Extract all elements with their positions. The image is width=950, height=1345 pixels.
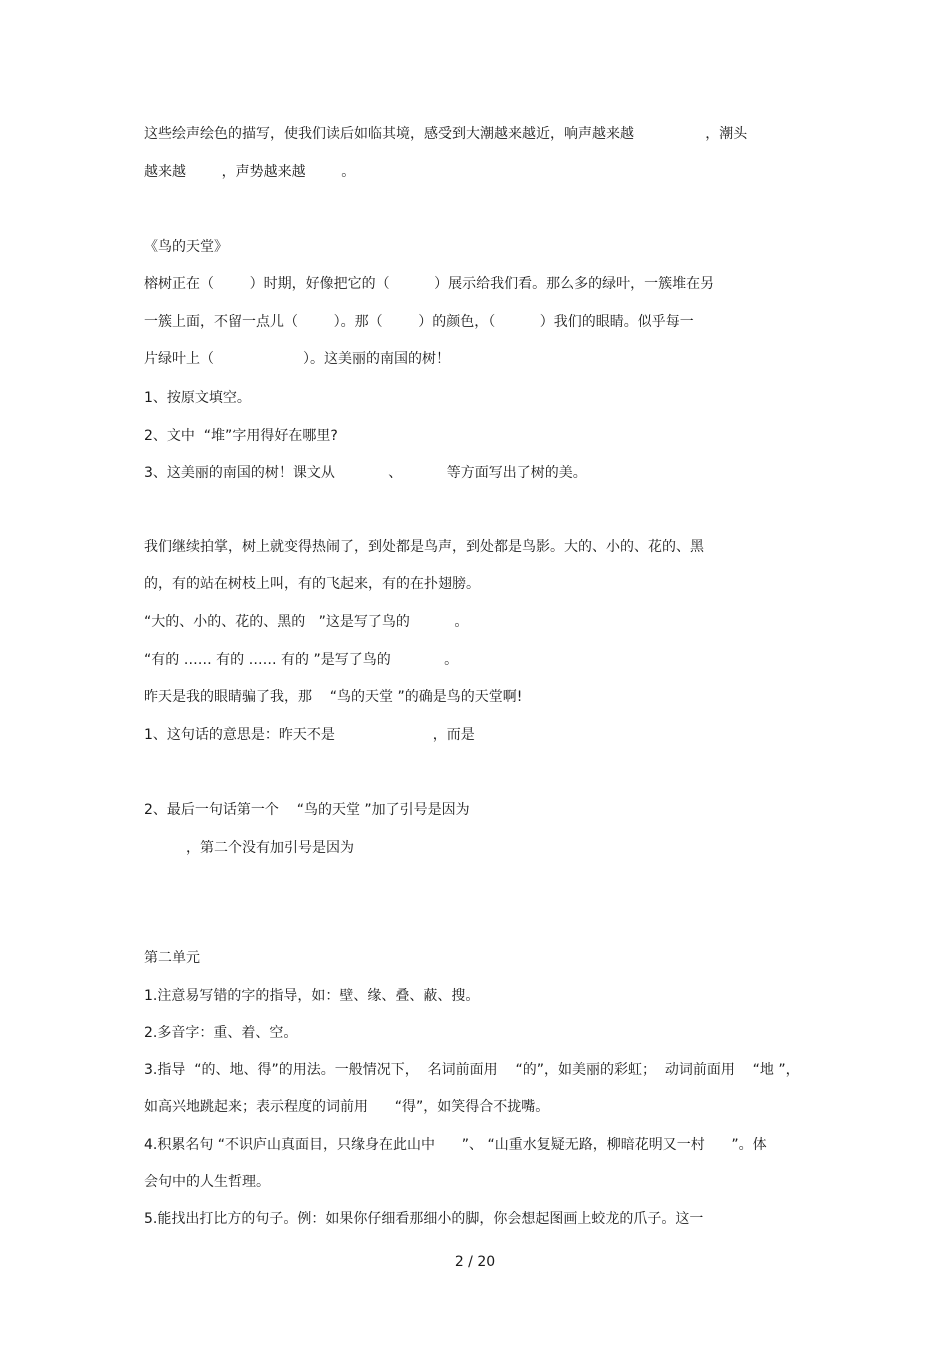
- paragraph-line: 这些绘声绘色的描写，使我们读后如临其境，感受到大潮越来越近，响声越来越 ，潮头: [144, 126, 748, 142]
- list-item: 3.指导 “的、地、得”的用法。一般情况下， 名词前面用 “的”，如美丽的彩虹； 动词前面用 “地 ”，: [144, 1062, 800, 1078]
- section-title: 《鸟的天堂》: [144, 239, 228, 255]
- question-line: “大的、小的、花的、黑的 ”这是写了鸟的 。: [144, 614, 469, 630]
- list-item: 如高兴地跳起来；表示程度的词前用 “得”，如笑得合不拢嘴。: [144, 1099, 550, 1115]
- page-number: 2 / 20: [454, 1254, 496, 1270]
- paragraph-line: 片绿叶上（ ）。这美丽的南国的树！: [144, 351, 451, 367]
- question-line: 1、按原文填空。: [144, 390, 251, 406]
- question-line: 2、文中 “堆”字用得好在哪里?: [144, 428, 338, 444]
- paragraph-line: 的，有的站在树枝上叫，有的飞起来，有的在扑翅膀。: [144, 576, 480, 592]
- question-line: “有的 …… 有的 …… 有的 ”是写了鸟的 。: [144, 652, 459, 668]
- paragraph-line: 一簇上面，不留一点儿（ ）。那（ ）的颜色，（ ）我们的眼睛。似乎每一: [144, 314, 694, 330]
- question-line: ，第二个没有加引号是因为: [186, 840, 354, 856]
- paragraph-line: 榕树正在（ ）时期，好像把它的（ ）展示给我们看。那么多的绿叶，一簇堆在另: [144, 276, 715, 292]
- question-line: 1、这句话的意思是：昨天不是 ，而是: [144, 727, 475, 743]
- section-title: 第二单元: [144, 950, 200, 966]
- list-item: 2.多音字：重、着、空。: [144, 1025, 298, 1041]
- list-item: 4.积累名句 “不识庐山真面目，只缘身在此山中 ”、 “山重水复疑无路，柳暗花明又一村 ”。体: [144, 1137, 767, 1153]
- paragraph-line: 我们继续拍掌，树上就变得热闹了，到处都是鸟声，到处都是鸟影。大的、小的、花的、黑: [144, 539, 704, 555]
- question-line: 3、这美丽的南国的树！课文从 、 等方面写出了树的美。: [144, 465, 587, 481]
- list-item: 会句中的人生哲理。: [144, 1174, 270, 1190]
- paragraph-line: 昨天是我的眼睛骗了我，那 “鸟的天堂 ”的确是鸟的天堂啊!: [144, 689, 523, 705]
- list-item: 5.能找出打比方的句子。例：如果你仔细看那细小的脚，你会想起图画上蛟龙的爪子。这一: [144, 1211, 704, 1227]
- list-item: 1.注意易写错的字的指导，如：壁、缘、叠、蔽、搜。: [144, 988, 480, 1004]
- question-line: 2、最后一句话第一个 “鸟的天堂 ”加了引号是因为: [144, 802, 470, 818]
- paragraph-line: 越来越 ，声势越来越 。: [144, 164, 356, 180]
